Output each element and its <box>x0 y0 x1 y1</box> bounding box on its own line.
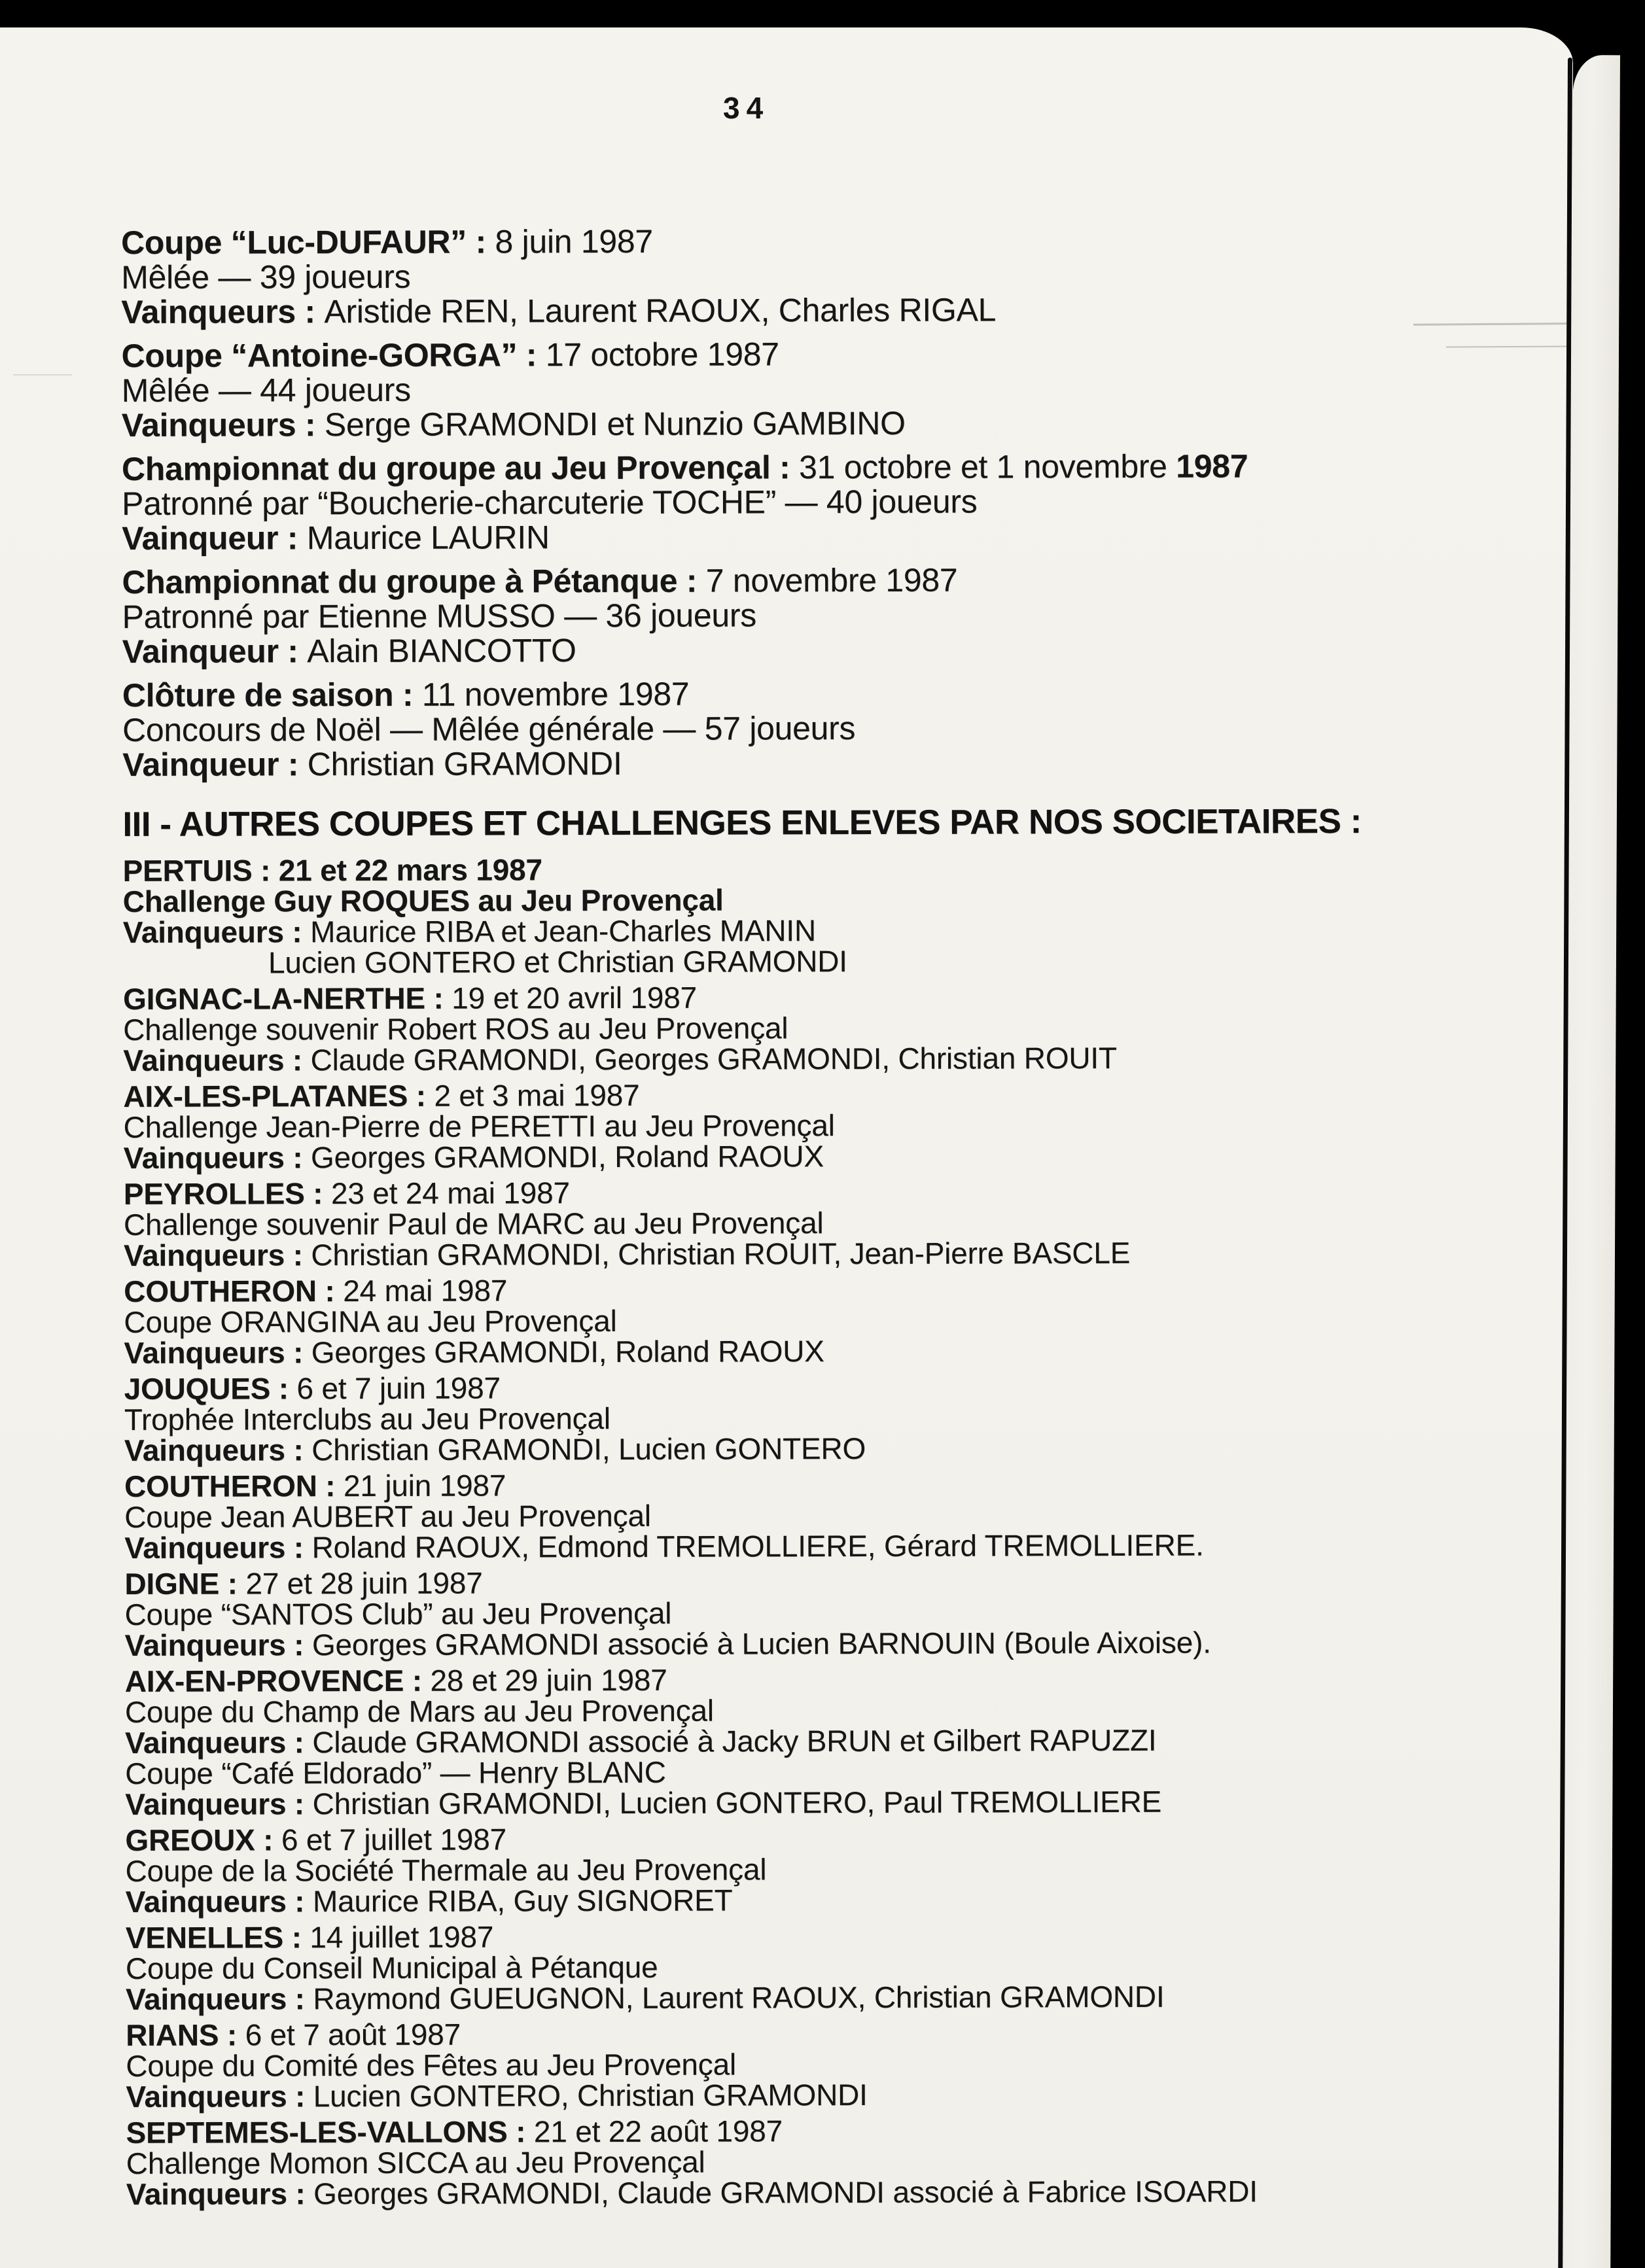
value-text: Mêlée — 44 joueurs <box>121 371 411 409</box>
text-line <box>121 222 1482 260</box>
text-line <box>126 2017 1487 2051</box>
value-text: 31 octobre et 1 novembre <box>798 447 1176 486</box>
text-line <box>126 1950 1487 1984</box>
label-text: GIGNAC-LA-NERTHE : <box>123 981 452 1016</box>
text-line <box>126 2078 1487 2112</box>
text-line <box>122 597 1483 635</box>
value-text: Lucien GONTERO, Christian GRAMONDI <box>313 2078 868 2114</box>
text-line <box>124 1529 1485 1563</box>
value-text: 21 juin 1987 <box>343 1468 506 1503</box>
label-text: Challenge Guy ROQUES au Jeu Provençal <box>122 882 724 918</box>
competition-entry <box>123 852 1484 979</box>
text-line <box>124 1140 1485 1174</box>
value-text: 2 et 3 mai 1987 <box>434 1077 640 1113</box>
value-text: Aristide REN, Laurent RAOUX, Charles RIGAL <box>324 291 997 330</box>
value-text: 8 juin 1987 <box>495 222 653 260</box>
text-line <box>121 336 1482 374</box>
value-text: 21 et 22 août 1987 <box>533 2114 783 2149</box>
competition-entry <box>126 2114 1487 2210</box>
text-line <box>124 1304 1485 1338</box>
label-text: Vainqueurs : <box>122 915 311 949</box>
season-result-block <box>121 336 1482 443</box>
value-text: Claude GRAMONDI, Georges GRAMONDI, Christian ROUIT <box>310 1041 1117 1077</box>
value-text: Georges GRAMONDI, Claude GRAMONDI associé à Fabrice ISOARDI <box>313 2174 1258 2211</box>
value-text: Christian GRAMONDI, Christian ROUIT, Jean-Pierre BASCLE <box>311 1235 1131 1272</box>
label-text: Vainqueurs : <box>126 1981 313 2016</box>
value-text: 6 et 7 juillet 1987 <box>281 1822 506 1857</box>
label-text: Coupe “Luc-DUFAUR” : <box>120 223 495 261</box>
page-content <box>121 222 1487 2215</box>
text-line <box>124 1401 1485 1435</box>
value-text: Coupe Jean AUBERT au Jeu Provençal <box>124 1498 651 1534</box>
label-text: Vainqueur : <box>122 519 307 557</box>
season-result-block <box>122 675 1483 782</box>
value-text: Coupe du Conseil Municipal à Pétanque <box>125 1949 658 1985</box>
value-text: Georges GRAMONDI, Roland RAOUX <box>311 1334 824 1370</box>
competition-entry <box>123 1078 1484 1174</box>
value-text: Serge GRAMONDI et Nunzio GAMBINO <box>324 404 906 444</box>
value-text: Challenge souvenir Paul de MARC au Jeu Provençal <box>123 1206 824 1242</box>
value-text: Concours de Noël — Mêlée générale — 57 joueurs <box>122 710 856 748</box>
label-text: Clôture de saison : <box>122 676 422 714</box>
value-text: Coupe du Comité des Fêtes au Jeu Provençal <box>126 2047 737 2083</box>
value-text: 19 et 20 avril 1987 <box>451 980 698 1015</box>
value-text: Coupe ORANGINA au Jeu Provençal <box>124 1304 617 1339</box>
competition-entry <box>125 1663 1487 1820</box>
value-text: 17 octobre 1987 <box>545 336 779 374</box>
label-text: Vainqueurs : <box>124 1530 312 1565</box>
scan-streak <box>1413 323 1567 326</box>
value-text: Christian GRAMONDI, Lucien GONTERO, Paul TREMOLLIERE <box>312 1784 1162 1821</box>
text-line <box>122 449 1483 487</box>
text-line <box>126 2176 1487 2210</box>
text-line <box>122 405 1483 443</box>
text-line <box>123 945 1484 979</box>
text-line <box>122 710 1483 748</box>
value-text: 27 et 28 juin 1987 <box>245 1565 483 1601</box>
text-line <box>122 631 1483 669</box>
value-text: Challenge Momon SICCA au Jeu Provençal <box>126 2144 705 2180</box>
value-text: Maurice RIBA et Jean-Charles MANIN <box>310 913 817 949</box>
text-line <box>123 1042 1484 1076</box>
label-text: Vainqueurs : <box>125 1787 313 1821</box>
label-text: Vainqueurs : <box>121 406 325 444</box>
competition-entry <box>125 1822 1486 1917</box>
value-text: Alain BIANCOTTO <box>307 632 576 670</box>
value-text: Claude GRAMONDI associé à Jacky BRUN et Gilbert RAPUZZI <box>312 1722 1157 1760</box>
value-text: Maurice RIBA, Guy SIGNORET <box>312 1883 733 1919</box>
label-text: Vainqueur : <box>122 746 308 783</box>
value-text: Coupe “SANTOS Club” au Jeu Provençal <box>124 1596 672 1631</box>
label-text: GREOUX : <box>125 1823 281 1857</box>
text-line <box>125 1822 1486 1856</box>
value-text: 23 et 24 mai 1987 <box>330 1176 570 1211</box>
value-text: Maurice LAURIN <box>306 519 550 557</box>
text-line <box>125 1724 1486 1758</box>
text-line <box>126 2145 1487 2179</box>
label-text: Vainqueurs : <box>124 1335 311 1370</box>
text-line <box>126 2114 1487 2148</box>
text-line <box>124 1109 1485 1143</box>
competition-entry <box>124 1273 1485 1369</box>
label-text: Vainqueurs : <box>124 1433 312 1467</box>
text-line <box>124 1335 1485 1369</box>
value-text: 6 et 7 juin 1987 <box>296 1370 501 1406</box>
text-line <box>126 1919 1487 1953</box>
value-text: Roland RAOUX, Edmond TREMOLLIERE, Gérard TREMOLLIERE. <box>311 1527 1204 1565</box>
value-text: Mêlée — 39 joueurs <box>121 258 411 296</box>
label-text: PERTUIS : 21 et 22 mars 1987 <box>122 852 542 888</box>
scan-streak <box>1446 346 1567 348</box>
text-line <box>124 1273 1485 1307</box>
competition-entry <box>124 1565 1485 1661</box>
text-line <box>124 1237 1485 1271</box>
text-line <box>125 1663 1486 1697</box>
value-text: Trophée Interclubs au Jeu Provençal <box>124 1401 610 1437</box>
book-page <box>0 27 1573 2268</box>
label-text: Vainqueurs : <box>124 1628 312 1662</box>
text-line <box>122 675 1483 713</box>
text-line <box>123 1078 1484 1112</box>
text-line <box>124 1596 1485 1630</box>
label-text: COUTHERON : <box>124 1274 344 1308</box>
season-result-block <box>121 222 1482 330</box>
text-line <box>126 2048 1487 2082</box>
label-text: Championnat du groupe au Jeu Provençal : <box>121 449 800 487</box>
text-line <box>121 257 1482 295</box>
label-text: SEPTEMES-LES-VALLONS : <box>126 2114 534 2150</box>
text-line <box>122 370 1483 408</box>
season-result-block <box>122 449 1483 556</box>
text-line <box>124 1565 1485 1599</box>
value-text: Coupe de la Société Thermale au Jeu Provençal <box>125 1852 767 1888</box>
label-text: AIX-LES-PLATANES : <box>123 1078 434 1113</box>
value-text: 7 novembre 1987 <box>705 561 958 599</box>
text-line <box>124 1468 1485 1502</box>
text-line <box>123 852 1484 886</box>
text-line <box>124 1370 1485 1404</box>
competition-entry <box>126 2017 1487 2112</box>
value-text: 11 novembre 1987 <box>421 675 690 713</box>
text-line <box>124 1499 1485 1533</box>
value-text: 24 mai 1987 <box>343 1273 508 1308</box>
label-text: DIGNE : <box>124 1566 246 1601</box>
text-line <box>123 981 1484 1015</box>
label-text: Vainqueurs : <box>125 1884 313 1919</box>
label-text: 1987 <box>1176 447 1248 485</box>
competition-entry <box>124 1370 1485 1466</box>
text-line <box>124 1432 1485 1466</box>
text-line <box>126 1981 1487 2015</box>
text-line <box>125 1755 1486 1789</box>
label-text: AIX-EN-PROVENCE : <box>124 1663 431 1698</box>
label-text: Vainqueurs : <box>123 1043 311 1077</box>
text-line <box>121 292 1482 330</box>
text-line <box>126 1853 1487 1887</box>
value-text: Patronné par Etienne MUSSO — 36 joueurs <box>122 597 757 635</box>
text-line <box>124 1206 1485 1240</box>
text-line <box>125 1786 1486 1820</box>
label-text: PEYROLLES : <box>123 1176 332 1211</box>
text-line <box>125 1627 1486 1661</box>
value-text: Georges GRAMONDI, Roland RAOUX <box>310 1139 824 1175</box>
value-text: Coupe du Champ de Mars au Jeu Provençal <box>124 1693 714 1729</box>
text-line <box>126 1883 1487 1917</box>
label-text: Championnat du groupe à Pétanque : <box>122 562 706 601</box>
label-text: Coupe “Antoine-GORGA” : <box>121 336 546 374</box>
competition-entry <box>124 1176 1485 1271</box>
page-number: 34 <box>723 91 770 125</box>
value-text: Christian GRAMONDI <box>307 744 622 783</box>
text-line <box>122 744 1483 782</box>
value-text: 6 et 7 août 1987 <box>245 2017 461 2052</box>
value-text: Patronné par “Boucherie-charcuterie TOCHE” — 40 joueurs <box>122 483 978 522</box>
text-line <box>125 1694 1486 1728</box>
competition-entry <box>124 1468 1485 1563</box>
label-text: Vainqueurs : <box>124 1238 311 1272</box>
other-cups-section <box>123 852 1487 2210</box>
value-text: Raymond GUEUGNON, Laurent RAOUX, Christian GRAMONDI <box>313 1979 1165 2016</box>
value-text: Coupe “Café Eldorado” — Henry BLANC <box>125 1754 666 1790</box>
text-line <box>123 914 1484 948</box>
label-text: Vainqueurs : <box>125 1725 313 1760</box>
season-results-section <box>121 222 1483 782</box>
next-page-edge <box>1563 55 1620 2268</box>
label-text: VENELLES : <box>125 1920 310 1955</box>
text-line <box>122 562 1483 600</box>
value-text: Georges GRAMONDI associé à Lucien BARNOUIN (Boule Aixoise). <box>311 1625 1211 1662</box>
label-text: Vainqueurs : <box>126 2176 314 2211</box>
competition-entry <box>126 1919 1487 2015</box>
value-text: 28 et 29 juin 1987 <box>430 1662 667 1698</box>
label-text: Vainqueurs : <box>123 1140 311 1175</box>
value-text: Challenge souvenir Robert ROS au Jeu Provençal <box>123 1011 788 1047</box>
competition-entry <box>123 981 1484 1076</box>
label-text: Vainqueur : <box>122 633 308 670</box>
label-text: RIANS : <box>126 2017 245 2052</box>
scan-streak <box>13 374 72 375</box>
label-text: COUTHERON : <box>124 1469 344 1503</box>
text-line <box>123 883 1484 917</box>
label-text: Vainqueurs : <box>126 2079 313 2114</box>
label-text: JOUQUES : <box>124 1371 297 1406</box>
section-heading: III - AUTRES COUPES ET CHALLENGES ENLEVES PAR NOS SOCIETAIRES : <box>122 802 1362 844</box>
label-text: Vainqueurs : <box>121 293 325 330</box>
text-line <box>124 1176 1485 1210</box>
value-text: Challenge Jean-Pierre de PERETTI au Jeu Provençal <box>123 1108 835 1144</box>
season-result-block <box>122 562 1483 669</box>
value-text: Christian GRAMONDI, Lucien GONTERO <box>311 1431 866 1467</box>
value-text: Lucien GONTERO et Christian GRAMONDI <box>268 944 847 980</box>
text-line <box>123 1011 1484 1045</box>
text-line <box>122 518 1483 556</box>
value-text: 14 juillet 1987 <box>310 1919 494 1955</box>
text-line <box>122 483 1483 521</box>
